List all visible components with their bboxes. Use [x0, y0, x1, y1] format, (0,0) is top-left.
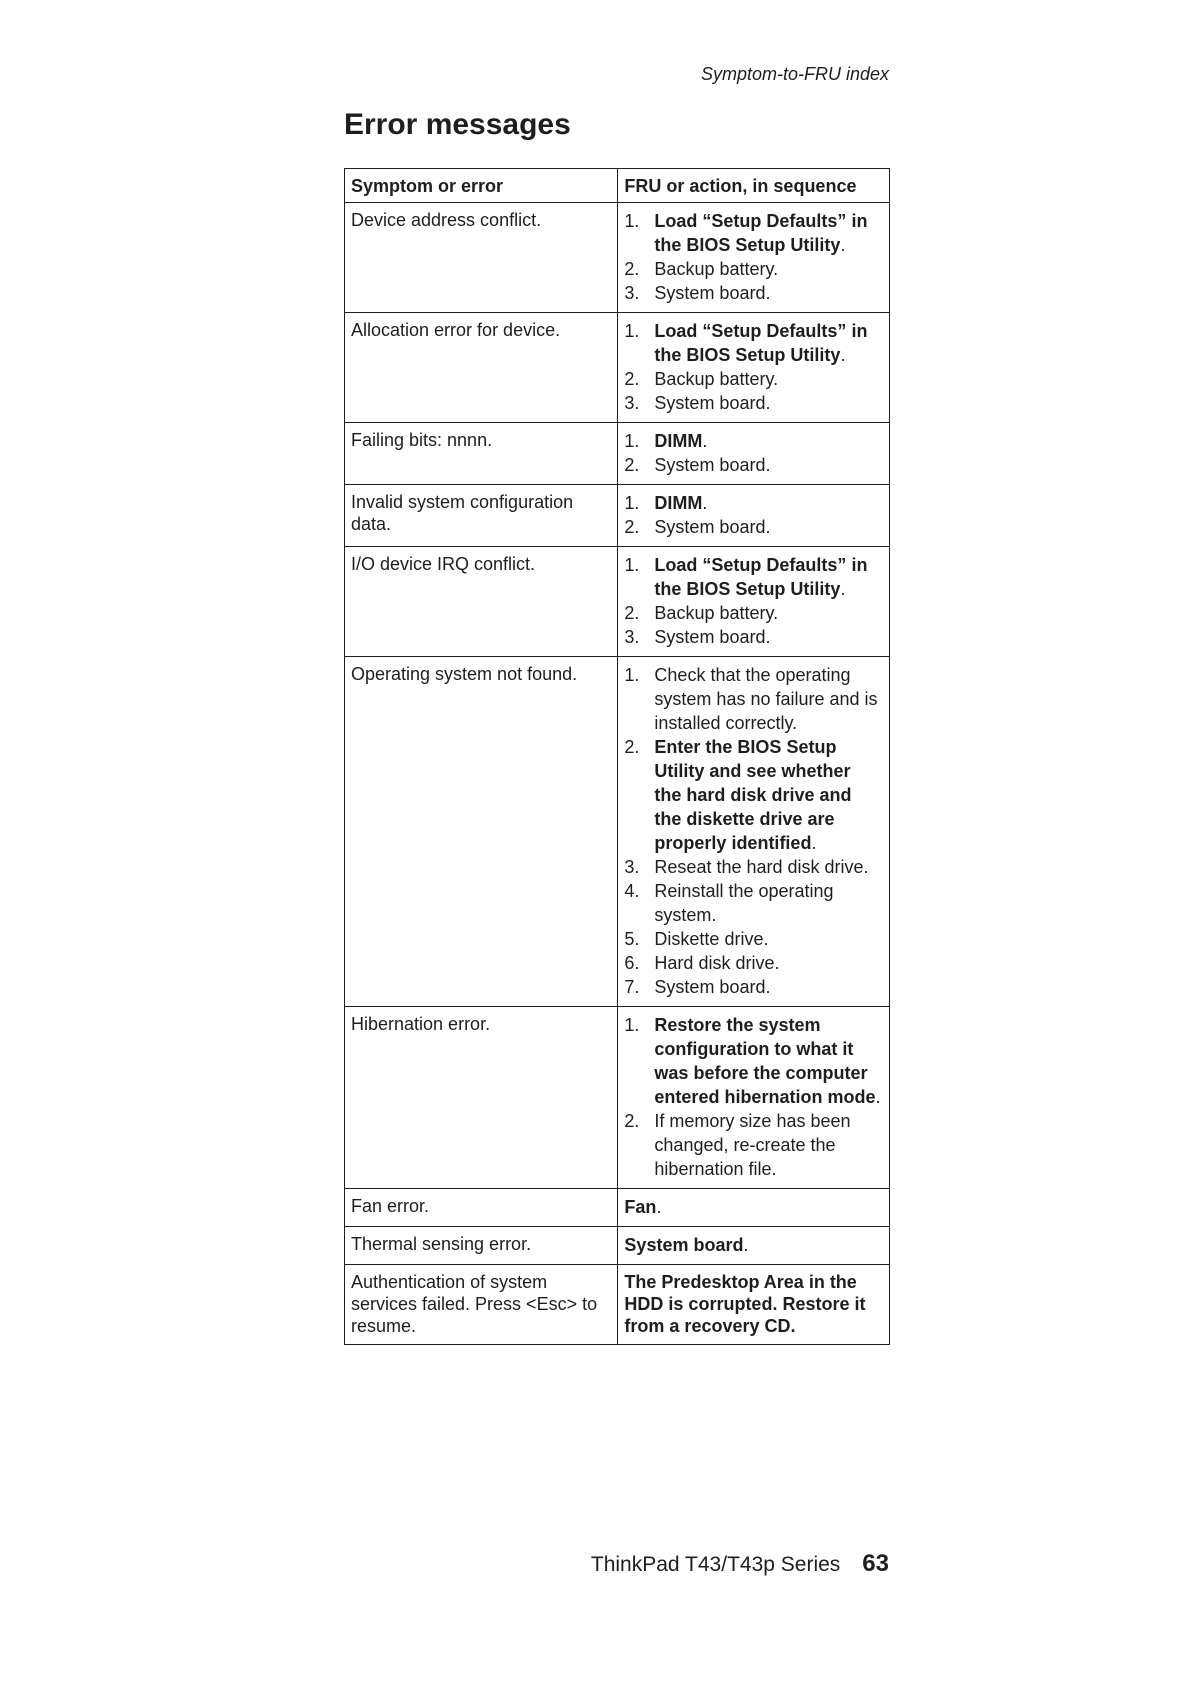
action-list — [624, 553, 882, 649]
table-row — [345, 1007, 890, 1189]
table-header-row — [345, 169, 890, 203]
action-bold-text: Fan — [624, 1197, 657, 1217]
action-number: 1. — [624, 211, 640, 231]
action-bold-text: Enter the BIOS Setup Utility and see whether the hard disk drive and the diskette drive are properly identified — [654, 737, 852, 853]
action-list — [624, 319, 882, 415]
action-text: System board. — [654, 283, 771, 303]
action-text: . — [702, 431, 708, 451]
symptom-cell: Hibernation error. — [345, 1007, 618, 1189]
action-number: 3. — [624, 627, 640, 647]
action-text: System board. — [654, 393, 771, 413]
action-text: Hard disk drive. — [654, 953, 780, 973]
symptom-cell: Failing bits: nnnn. — [345, 423, 618, 485]
action-text: Check that the operating system has no failure and is installed correctly. — [654, 665, 878, 733]
action-number: 1. — [624, 493, 640, 513]
action-bold-text: Load “Setup Defaults” in the BIOS Setup Utility — [654, 555, 868, 599]
action-item — [624, 975, 882, 999]
action-text: . — [875, 1087, 881, 1107]
action-number: 1. — [624, 665, 640, 685]
action-item — [624, 601, 882, 625]
action-list — [624, 209, 882, 305]
action-cell — [618, 657, 890, 1007]
action-item — [624, 319, 882, 367]
action-text: System board. — [654, 977, 771, 997]
action-number: 1. — [624, 431, 640, 451]
action-item — [624, 855, 882, 879]
book-title: ThinkPad T43/T43p Series — [590, 1553, 841, 1576]
symptom-cell: Authentication of system services failed. Press <Esc> to resume. — [345, 1265, 618, 1345]
table-row — [345, 203, 890, 313]
action-text: . — [840, 579, 846, 599]
action-bold-text: Load “Setup Defaults” in the BIOS Setup Utility — [654, 321, 868, 365]
error-messages-table — [344, 168, 890, 1345]
action-text: Reseat the hard disk drive. — [654, 857, 869, 877]
action-item — [624, 367, 882, 391]
table-row — [345, 1189, 890, 1227]
action-text: Backup battery. — [654, 259, 779, 279]
action-bold-text: Restore the system configuration to what it was before the computer entered hibernation mode — [654, 1015, 876, 1107]
action-number: 2. — [624, 517, 640, 537]
table-row — [345, 423, 890, 485]
action-cell — [618, 547, 890, 657]
action-bold-text: Load “Setup Defaults” in the BIOS Setup Utility — [654, 211, 868, 255]
action-text: Backup battery. — [654, 369, 779, 389]
symptom-cell: Operating system not found. — [345, 657, 618, 1007]
table-row — [345, 313, 890, 423]
table-row — [345, 547, 890, 657]
action-number: 3. — [624, 393, 640, 413]
action-text: . — [702, 493, 708, 513]
action-list — [624, 429, 882, 477]
action-number: 1. — [624, 555, 640, 575]
page-footer — [560, 1550, 889, 1578]
action-number: 2. — [624, 455, 640, 475]
column-header-symptom: Symptom or error — [345, 169, 618, 203]
action-cell — [618, 1007, 890, 1189]
action-number: 7. — [624, 977, 640, 997]
action-bold-text: The Predesktop Area in the HDD is corrupted. Restore it from a recovery CD. — [624, 1272, 866, 1336]
action-number: 5. — [624, 929, 640, 949]
action-item — [624, 453, 882, 477]
action-item — [624, 391, 882, 415]
action-number: 2. — [624, 259, 640, 279]
symptom-cell: Fan error. — [345, 1189, 618, 1227]
action-text: Backup battery. — [654, 603, 779, 623]
action-list — [624, 1013, 882, 1181]
action-bold-text: DIMM — [654, 493, 703, 513]
table-row — [345, 1265, 890, 1345]
column-header-fru-action: FRU or action, in sequence — [618, 169, 890, 203]
symptom-cell: Invalid system configuration data. — [345, 485, 618, 547]
action-text: . — [743, 1235, 749, 1255]
action-number: 2. — [624, 603, 640, 623]
action-cell — [618, 1189, 890, 1227]
action-text: Diskette drive. — [654, 929, 769, 949]
symptom-cell: Thermal sensing error. — [345, 1227, 618, 1265]
action-cell — [618, 485, 890, 547]
action-item — [624, 515, 882, 539]
page-number: 63 — [862, 1550, 889, 1577]
action-text: . — [840, 345, 846, 365]
symptom-cell: I/O device IRQ conflict. — [345, 547, 618, 657]
action-number: 2. — [624, 1111, 640, 1131]
action-text: System board. — [654, 627, 771, 647]
action-item — [624, 951, 882, 975]
table-row — [345, 1227, 890, 1265]
symptom-cell: Allocation error for device. — [345, 313, 618, 423]
running-header: Symptom-to-FRU index — [700, 64, 889, 84]
action-item — [624, 281, 882, 305]
action-number: 3. — [624, 857, 640, 877]
action-item — [624, 209, 882, 257]
action-bold-text: System board — [624, 1235, 744, 1255]
action-number: 6. — [624, 953, 640, 973]
action-list — [624, 663, 882, 999]
action-cell — [618, 1265, 890, 1345]
action-text: System board. — [654, 455, 771, 475]
action-number: 3. — [624, 283, 640, 303]
action-list — [624, 491, 882, 539]
section-title: Error messages — [344, 108, 571, 141]
action-bold-text: DIMM — [654, 431, 703, 451]
action-item — [624, 257, 882, 281]
action-cell — [618, 313, 890, 423]
action-item — [624, 491, 882, 515]
table-row — [345, 485, 890, 547]
action-item — [624, 1109, 882, 1181]
symptom-cell: Device address conflict. — [345, 203, 618, 313]
action-item — [624, 429, 882, 453]
action-text: . — [811, 833, 817, 853]
action-item — [624, 553, 882, 601]
action-text: System board. — [654, 517, 771, 537]
action-item — [624, 879, 882, 927]
action-cell — [618, 423, 890, 485]
action-item — [624, 625, 882, 649]
action-number: 1. — [624, 321, 640, 341]
action-cell — [618, 1227, 890, 1265]
action-number: 4. — [624, 881, 640, 901]
action-item — [624, 663, 882, 735]
action-number: 1. — [624, 1015, 640, 1035]
action-item — [624, 1013, 882, 1109]
action-text: . — [656, 1197, 662, 1217]
action-item — [624, 927, 882, 951]
action-number: 2. — [624, 369, 640, 389]
action-cell — [618, 203, 890, 313]
table-row — [345, 657, 890, 1007]
action-number: 2. — [624, 737, 640, 757]
action-text: . — [840, 235, 846, 255]
action-item — [624, 735, 882, 855]
action-text: Reinstall the operating system. — [654, 881, 834, 925]
action-text: If memory size has been changed, re-create the hibernation file. — [654, 1111, 851, 1179]
